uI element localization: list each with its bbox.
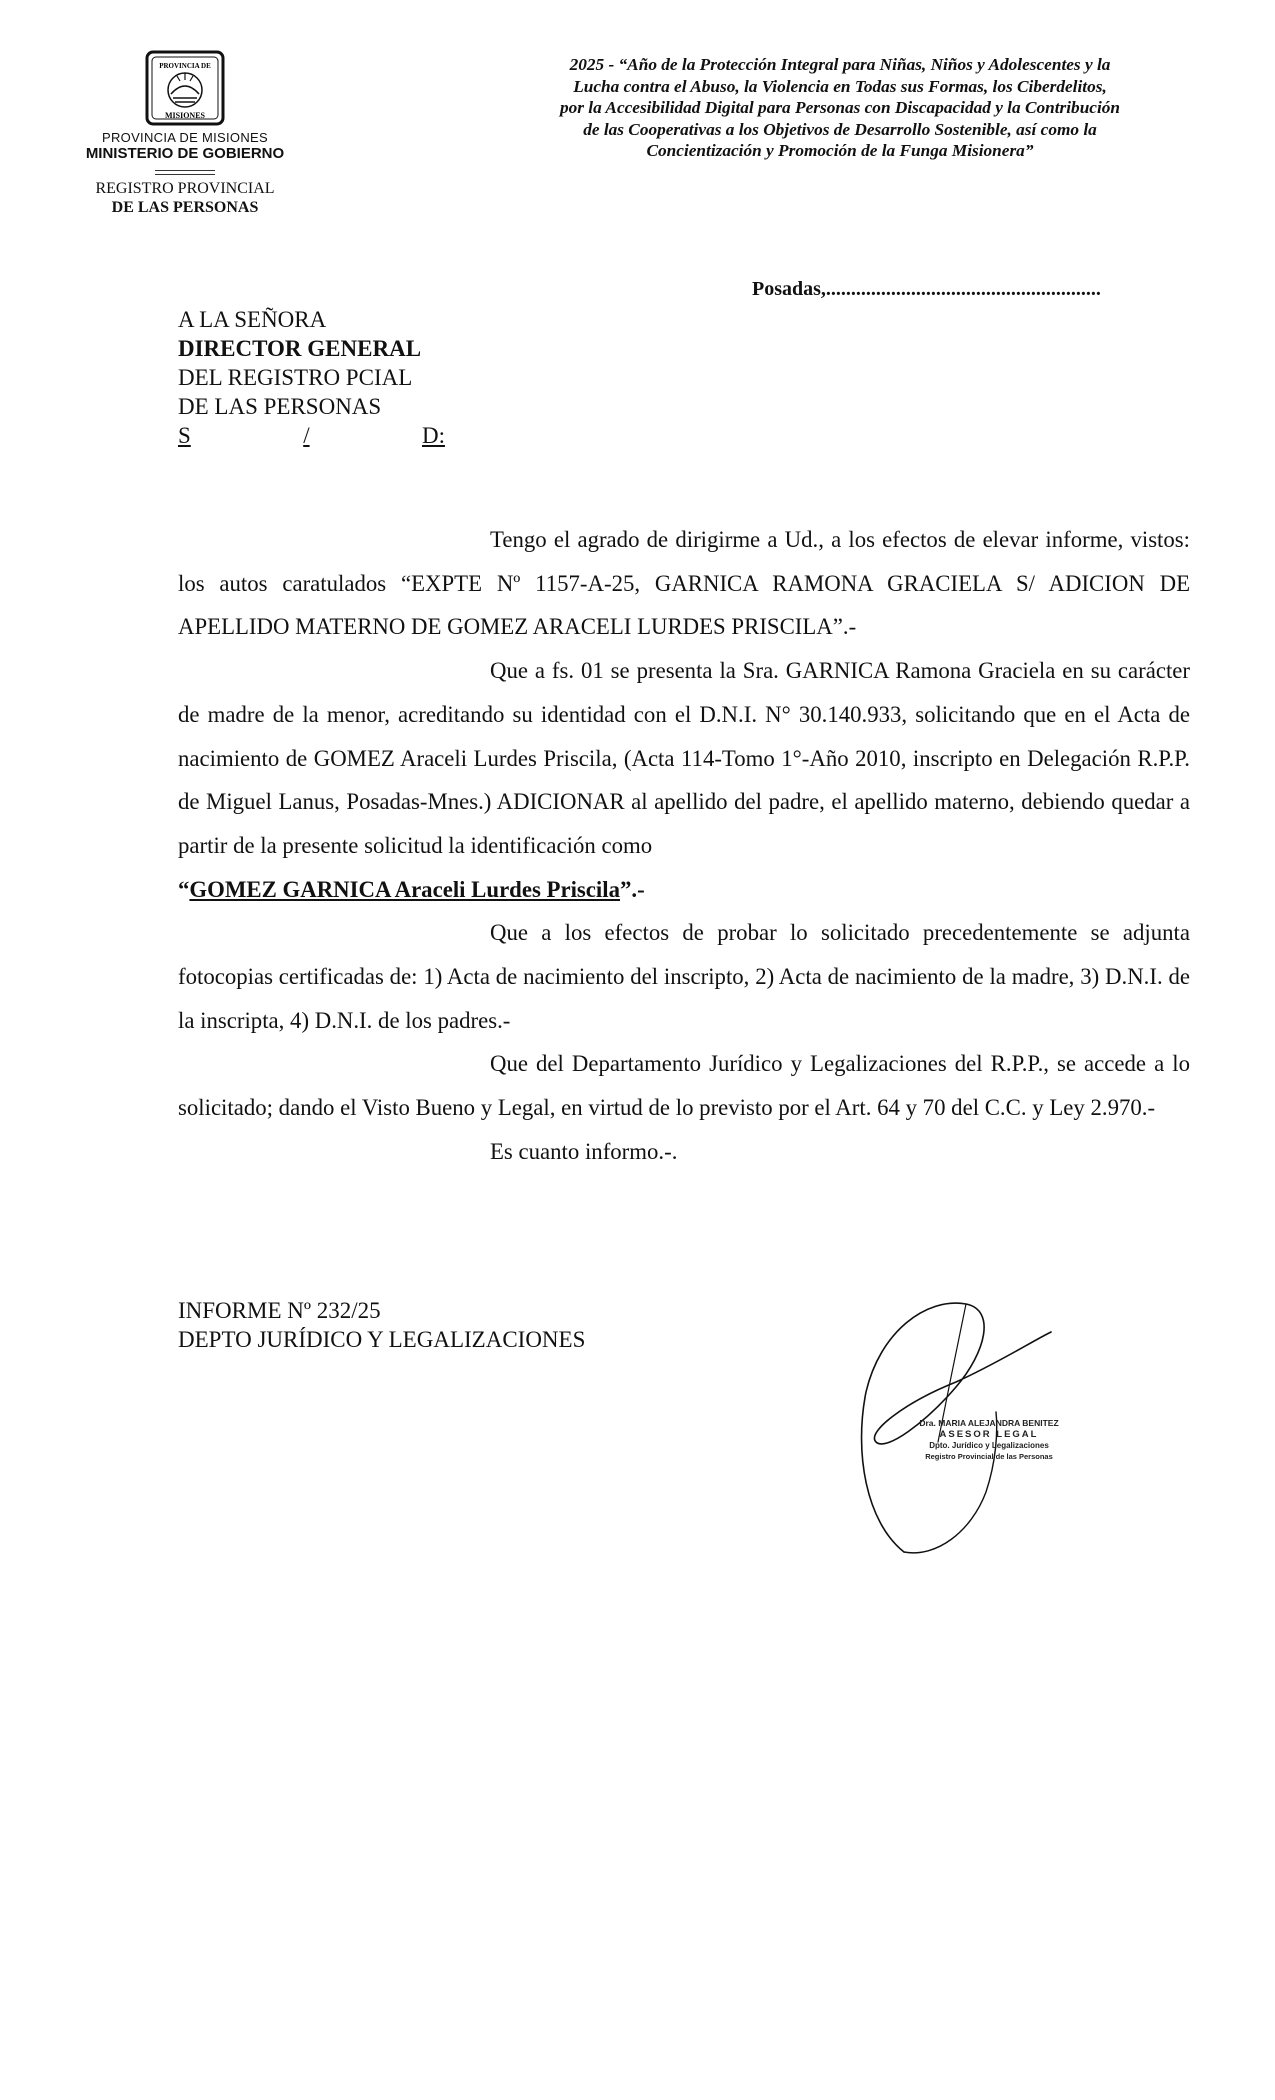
addressee-line: DEL REGISTRO PCIAL xyxy=(178,365,413,390)
year-motto xyxy=(480,54,1200,162)
su-despacho: S / D: xyxy=(178,423,445,448)
addressee-line: A LA SEÑORA xyxy=(178,307,327,332)
paragraph-closing: Es cuanto informo.-. xyxy=(490,1138,678,1164)
addressee-title: DIRECTOR GENERAL xyxy=(178,336,422,361)
header-divider xyxy=(155,170,215,175)
svg-text:PROVINCIA DE: PROVINCIA DE xyxy=(159,62,211,70)
registry-name-line2: DE LAS PERSONAS xyxy=(111,199,259,216)
report-body xyxy=(178,518,1190,1174)
stamp-institution: Registro Provincial de las Personas xyxy=(925,1452,1053,1461)
motto-line: por la Accesibilidad Digital para Personas con Discapacidad y la Contribución xyxy=(559,98,1121,117)
letterhead-logo-block xyxy=(65,48,305,217)
province-name: PROVINCIA DE MISIONES xyxy=(102,130,268,145)
motto-line: de las Cooperativas a los Objetivos de Desarrollo Sostenible, así como la xyxy=(583,119,1097,139)
stamp-title: ASESOR LEGAL xyxy=(939,1429,1039,1440)
paragraph-intro: Tengo el agrado de dirigirme a Ud., a los efectos de elevar informe, vistos: los autos caratulados “EXPTE Nº 1157-A-25, GARNICA RAMONA GRACIELA S/ ADICION DE APELLIDO MATERNO DE GOMEZ ARACELI LURDES PRISCILA”.- xyxy=(178,527,1190,640)
motto-line: Concientización y Promoción de la Funga Misionera” xyxy=(646,141,1034,160)
motto-line: Lucha contra el Abuso, la Violencia en Todas sus Formas, los Ciberdelitos, xyxy=(573,76,1107,96)
department-name: DEPTO JURÍDICO Y LEGALIZACIONES xyxy=(178,1327,586,1352)
report-reference xyxy=(178,1296,585,1354)
ministry-name: MINISTERIO DE GOBIERNO xyxy=(85,145,285,162)
paragraph-presentation: Que a fs. 01 se presenta la Sra. GARNICA Ramona Graciela en su carácter de madre de la menor, acreditando su identidad con el D.N.I. N° 30.140.933, solicitando que en el Acta de nacimiento de GOMEZ Araceli Lurdes Priscila, (Acta 114-Tomo 1°-Año 2010, inscripto en Delegación R.P.P. de Miguel Lanus, Posadas-Mnes.) ADICIONAR al apellido del padre, el apellido materno, debiendo quedar a partir de la presente solicitud la identificación como xyxy=(178,658,1190,858)
new-identification-name: GOMEZ GARNICA Araceli Lurdes Priscila xyxy=(189,876,620,902)
motto-line: 2025 - “Año de la Protección Integral para Niñas, Niños y Adolescentes y la xyxy=(569,55,1111,74)
addressee-block xyxy=(178,305,445,450)
registry-name-line1: REGISTRO PROVINCIAL xyxy=(95,180,275,197)
svg-text:MISIONES: MISIONES xyxy=(164,111,206,120)
stamp-name: Dra. MARIA ALEJANDRA BENITEZ xyxy=(919,1418,1059,1428)
legal-advisor-stamp xyxy=(904,1418,1074,1462)
addressee-line: DE LAS PERSONAS xyxy=(178,394,382,419)
new-identification-line: “GOMEZ GARNICA Araceli Lurdes Priscila”.- xyxy=(178,876,645,902)
paragraph-legal-basis: Que del Departamento Jurídico y Legalizaciones del R.P.P., se accede a lo solicitado; dando el Visto Bueno y Legal, en virtud de lo previsto por el Art. 64 y 70 del C.C. y Ley 2.970.- xyxy=(178,1051,1190,1121)
paragraph-attachments: Que a los efectos de probar lo solicitado precedentemente se adjunta fotocopias certificadas de: 1) Acta de nacimiento del inscripto, 2) Acta de nacimiento de la madre, 3) D.N.I. de la inscripta, 4) D.N.I. de los padres.- xyxy=(178,920,1190,1033)
province-seal-icon xyxy=(143,48,227,128)
stamp-department: Dpto. Jurídico y Legalizaciones xyxy=(929,1441,1049,1450)
report-number: INFORME Nº 232/25 xyxy=(178,1298,381,1323)
place-date-line: Posadas,....................................................... xyxy=(752,278,1101,300)
